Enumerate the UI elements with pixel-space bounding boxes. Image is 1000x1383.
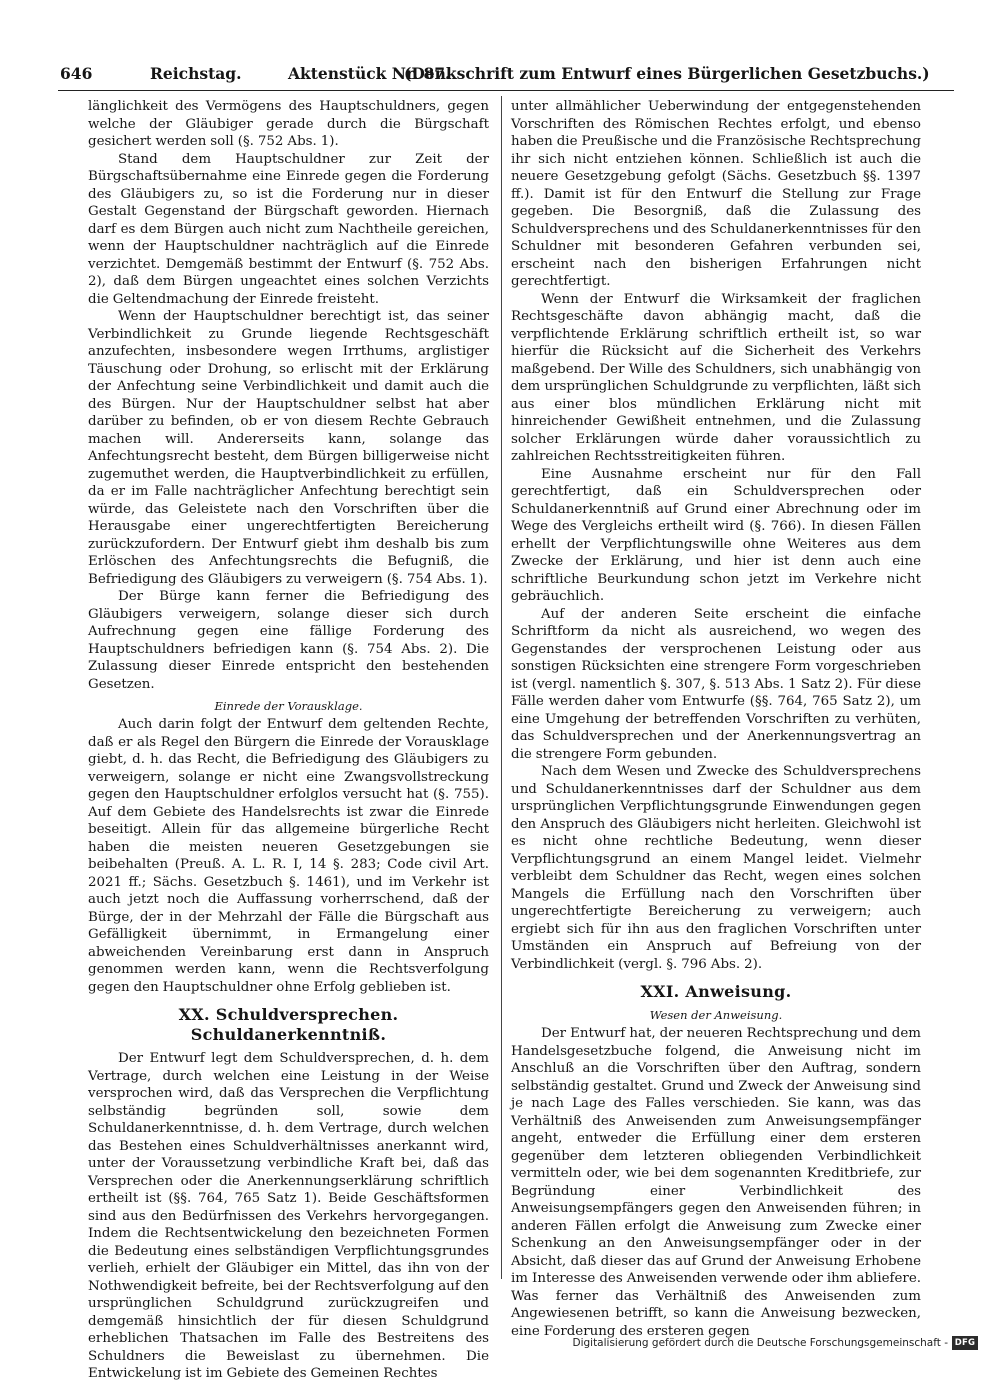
header-rule: [58, 90, 954, 91]
paragraph: Stand dem Hauptschuldner zur Zeit der Bürgschaftsübernahme eine Einrede gegen die Forderung des Gläubigers zu, so ist die Forderung nur in dieser Gestalt Gegenstand der Bürgschaft geworden. Hiernach darf es dem Bürgen auch nicht zum Nachtheile gereichen, wenn der Hauptschuldner nachträglich auf die Einrede verzichtet. Demgemäß bestimmt der Entwurf (§. 752 Abs. 2), daß dem Bürgen ungeachtet eines solchen Verzichts die Geltendmachung der Einrede freisteht.: [88, 151, 489, 307]
left-column: [88, 98, 489, 1383]
paragraph: Der Entwurf hat, der neueren Rechtsprechung und dem Handelsgesetzbuche folgend, die Anweisung nicht im Anschluß an die Vorschriften über den Auftrag, sondern selbständig gestaltet. Grund und Zweck der Anweisung sind je nach Lage des Falles verschieden. Sie kann, was das Verhältniß des Anweisenden zum Anweisungsempfänger angeht, entweder die Erfüllung einer dem ersteren gegenüber dem letzteren obliegenden Verbindlichkeit vermitteln oder, wie bei dem sogenannten Kreditbriefe, zur Begründung einer Verbindlichkeit des Anweisungsempfängers gegen den Anweisenden führen; in anderen Fällen erfolgt die Anweisung zum Zwecke einer Schenkung an den Anweisungsempfänger oder in der Absicht, daß dieser das auf Grund der Anweisung Erhobene im Interesse des Anweisenden verwende oder ihm abliefere. Was ferner das Verhältniß des Anweisenden zum Angewiesenen betrifft, so kann die Anweisung bezwecken, eine Forderung des ersteren gegen: [511, 1026, 921, 1339]
paragraph: unter allmählicher Ueberwindung der entgegenstehenden Vorschriften des Römischen Rechtes erfolgt, und ebenso haben die Preußische und die Französische Rechtsprechung ihr sich nicht entziehen können. Schließlich ist auch die neuere Gesetzgebung gefolgt (Sächs. Gesetzbuch §§. 1397 ff.). Damit ist für den Entwurf die Stellung zur Frage gegeben. Die Besorgniß, daß die Zulassung des Schuldversprechens und des Schuldanerkenntnisses für den Schuldner mit besonderen Gefahren verbunden sei, erscheint nach den bisherigen Erfahrungen nicht gerechtfertigt.: [511, 99, 921, 289]
right-column: [511, 98, 921, 1340]
margin-note: Wesen der Anweisung.: [649, 1008, 783, 1022]
source-label: Reichstag.: [150, 64, 242, 83]
dfg-logo: DFG: [952, 1336, 978, 1350]
paragraph: Nach dem Wesen und Zwecke des Schuldversprechens und Schuldanerkenntnisses darf der Schuldner aus dem ursprünglichen Verpflichtungsgrunde Einwendungen gegen den Anspruch des Gläubigers nicht herleiten. Gleichwohl ist es nicht ohne rechtliche Bedeutung, wenn dieser Verpflichtungsgrund an einem Mangel leidet. Vielmehr verbleibt dem Schuldner das Recht, wegen eines solchen Mangels die Erfüllung nach den Vorschriften über ungerechtfertigte Bereicherung zu verweigern; auch ergiebt sich für ihn aus den fraglichen Vorschriften unter Umständen ein Anspruch auf Befreiung von der Verbindlichkeit (vergl. §. 796 Abs. 2).: [511, 764, 921, 972]
section-heading: XX. Schuldversprechen. Schuldanerkenntniß.: [178, 1005, 399, 1044]
column-divider: [501, 96, 502, 1279]
section-heading: XXI. Anweisung.: [640, 982, 792, 1001]
paragraph: Der Entwurf legt dem Schuldversprechen, d. h. dem Vertrage, durch welchen eine Leistung in der Weise versprochen wird, daß das Versprechen die Verpflichtung selbständig begründen soll, sowie dem Schuldanerkenntnisse, d. h. dem Vertrage, durch welchen das Bestehen eines Schuldverhältnisses anerkannt wird, unter der Voraussetzung verbindliche Kraft bei, daß das Versprechen oder die Anerkennungserklärung schriftlich ertheilt ist (§§. 764, 765 Satz 1). Beide Geschäftsformen sind aus den Bedürfnissen des Verkehrs hervorgegangen. Indem die Rechtsentwickelung den bezeichneten Formen die Bedeutung eines selbständigen Verpflichtungsgrundes verlieh, erhielt der Gläubiger ein Mittel, das ihn von der Nothwendigkeit befreite, bei der Rechtsverfolgung auf den ursprünglichen Schuldgrund zurückzugreifen und demgemäß hinsichtlich der für diesen Schuldgrund erheblichen Thatsachen im Falle des Bestreitens des Schuldners die Beweislast zu übernehmen. Die Entwickelung ist im Gebiete des Gemeinen Rechtes: [88, 1051, 489, 1381]
funding-credit: Digitalisierung gefördert durch die Deutsche Forschungsgemeinschaft -: [572, 1337, 948, 1349]
paragraph: Auch darin folgt der Entwurf dem geltenden Rechte, daß er als Regel den Bürgern die Einrede der Vorausklage giebt, d. h. das Recht, die Befriedigung des Gläubigers zu verweigern, solange er nicht eine Zwangsvollstreckung gegen den Hauptschuldner erfolglos versucht hat (§. 755). Auf dem Gebiete des Handelsrechts ist zwar die Einrede beseitigt. Allein für das allgemeine bürgerliche Recht haben die meisten neueren Gesetzgebungen sie beibehalten (Preuß. A. L. R. I, 14 §. 283; Code civil Art. 2021 ff.; Sächs. Gesetzbuch §. 1461), und im Verkehr ist auch jetzt noch die Auffassung vorherrschend, daß der Bürge, der in der Mehrzahl der Fälle die Bürgschaft aus Gefälligkeit übernimmt, in Ermangelung einer abweichenden Vereinbarung erst dann in Anspruch genommen werden kann, wenn die Rechtsverfolgung gegen den Hauptschuldner ohne Erfolg geblieben ist.: [88, 717, 489, 995]
paragraph: Auf der anderen Seite erscheint die einfache Schriftform da nicht als ausreichend, wo wegen des Gegenstandes der versprochenen Leistung oder aus sonstigen Rücksichten eine strengere Form vorgeschrieben ist (vergl. namentlich §. 307, §. 513 Abs. 1 Satz 2). Für diese Fälle werden daher vom Entwurfe (§§. 764, 765 Satz 2), um eine Umgehung der betreffenden Vorschriften zu verhüten, das Schuldversprechen und der Anerkennungsvertrag an die strengere Form gebunden.: [511, 606, 921, 762]
document-title: (Denkschrift zum Entwurf eines Bürgerlichen Gesetzbuchs.): [404, 64, 930, 83]
footer-credit: [572, 1336, 978, 1350]
page-header: [58, 58, 958, 90]
paragraph: Der Bürge kann ferner die Befriedigung des Gläubigers verweigern, solange dieser sich durch Aufrechnung gegen eine fällige Forderung des Hauptschuldners befriedigen kann (§. 754 Abs. 2). Die Zulassung dieser Einrede entspricht den bestehenden Gesetzen.: [88, 589, 489, 692]
document-number: Aktenstück Nr. 87.: [288, 64, 451, 83]
margin-note: Einrede der Vorausklage.: [214, 699, 363, 713]
paragraph: Wenn der Hauptschuldner berechtigt ist, das seiner Verbindlichkeit zu Grunde liegende Rechtsgeschäft anzufechten, insbesondere wegen Irrthums, arglistiger Täuschung oder Drohung, so erlischt mit der Erklärung der Anfechtung seine Verbindlichkeit und damit auch die des Bürgen. Nur der Hauptschuldner selbst hat aber darüber zu befinden, ob er von diesem Rechte Gebrauch machen will. Andererseits kann, solange das Anfechtungsrecht besteht, dem Bürgen billigerweise nicht zugemuthet werden, die Hauptverbindlichkeit zu erfüllen, da er im Falle nachträglicher Anfechtung berechtigt sein würde, das Geleistete nach den Vorschriften über die Herausgabe einer ungerechtfertigten Bereicherung zurückzufordern. Der Entwurf giebt ihm deshalb bis zum Erlöschen des Anfechtungsrechts die Befugniß, die Befriedigung des Gläubigers zu verweigern (§. 754 Abs. 1).: [88, 309, 489, 587]
paragraph: länglichkeit des Vermögens des Hauptschuldners, gegen welche der Gläubiger gerade durch die Bürgschaft gesichert werden soll (§. 752 Abs. 1).: [88, 99, 489, 149]
paragraph: Eine Ausnahme erscheint nur für den Fall gerechtfertigt, daß ein Schuldversprechen oder Schuldanerkenntniß auf Grund einer Abrechnung oder im Wege des Vergleichs ertheilt wird (§. 766). In diesen Fällen erhellt der Verpflichtungswille ohne Weiteres aus dem Zwecke der Erklärung, und hier ist denn auch eine schriftliche Beurkundung schon jetzt im Verkehre nicht gebräuchlich.: [511, 466, 921, 604]
paragraph: Wenn der Entwurf die Wirksamkeit der fraglichen Rechtsgeschäfte davon abhängig macht, daß die verpflichtende Erklärung schriftlich ertheilt ist, so war hierfür die Rücksicht auf die Sicherheit des Verkehrs maßgebend. Der Wille des Schuldners, sich unabhängig von dem ursprünglichen Schuldgrunde zu verpflichten, läßt sich aus einer blos mündlichen Erklärung nicht mit hinreichender Gewißheit entnehmen, und die Zulassung solcher Erklärungen würde daher voraussichtlich zu zahlreichen Rechtsstreitigkeiten führen.: [511, 291, 921, 464]
page-number: 646: [60, 64, 93, 83]
